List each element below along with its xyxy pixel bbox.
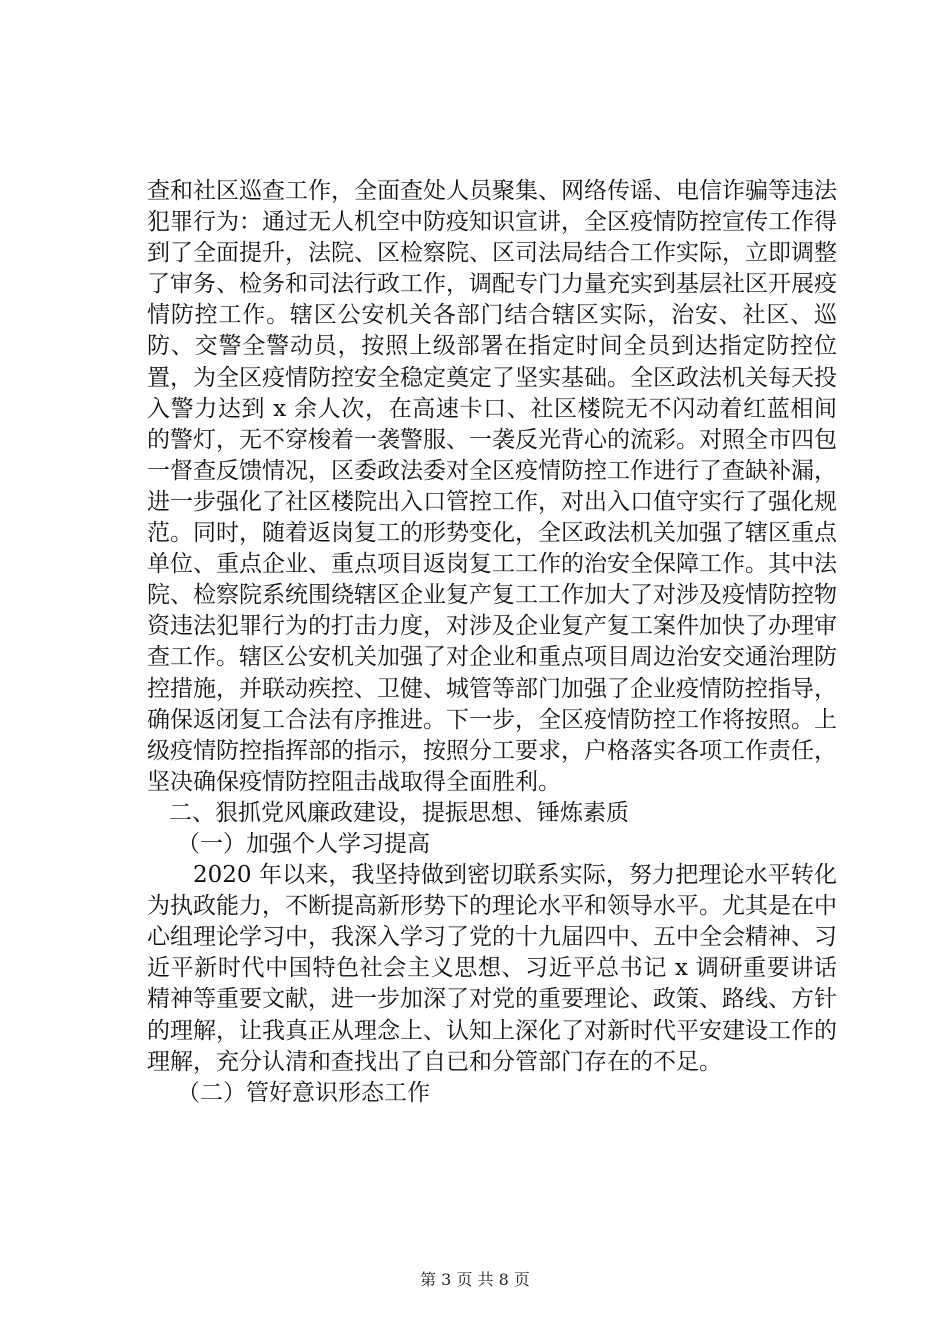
subsection-heading-ideology-work: （二）管好意识形态工作: [177, 1079, 430, 1106]
section-heading-party-conduct: 二、狠抓党风廉政建设，提振思想、锤炼素质: [169, 799, 629, 826]
page-number-footer: 第 3 页 共 8 页: [420, 1270, 530, 1289]
subsection-heading-personal-study: （一）加强个人学习提高: [177, 830, 430, 857]
paragraph-theory-study: 2020 年以来，我坚持做到密切联系实际，努力把理论水平转化为执政能力，不断提高新形势下的理论水平和领导水平。尤其是在中心组理论学习中，我深入学习了党的十九届四中、五中全会精神、习近平新时代中国特色社会主义思想、习近平总书记 x 调研重要讲话精神等重要文献，进一步加深了对党的重要理论、政策、路线、方针的理解，让我真正从理念上、认知上深化了对新时代平安建设工作的理解，充分认清和查找出了自已和分管部门存在的不足。: [147, 862, 837, 1075]
paragraph-epidemic-control: 查和社区巡查工作，全面查处人员聚集、网络传谣、电信诈骗等违法犯罪行为：通过无人机空中防疫知识宣讲，全区疫情防控宣传工作得到了全面提升，法院、区检察院、区司法局结合工作实际，立即调整了审务、检务和司法行政工作，调配专门力量充实到基层社区开展疫情防控工作。辖区公安机关各部门结合辖区实际，治安、社区、巡防、交警全警动员，按照上级部署在指定时间全员到达指定防控位置，为全区疫情防控安全稳定奠定了坚实基础。全区政法机关每天投入警力达到 x 余人次，在高速卡口、社区楼院无不闪动着红蓝相间的警灯，无不穿梭着一袭警服、一袭反光背心的流彩。对照全市四包一督查反馈情况，区委政法委对全区疫情防控工作进行了查缺补漏，进一步强化了社区楼院出入口管控工作，对出入口值守实行了强化规范。同时，随着返岗复工的形势变化，全区政法机关加强了辖区重点单位、重点企业、重点项目返岗复工工作的治安全保障工作。其中法院、检察院系统围绕辖区企业复产复工工作加大了对涉及疫情防控物资违法犯罪行为的打击力度，对涉及企业复产复工案件加快了办理审查工作。辖区公安机关加强了对企业和重点项目周边治安交通治理防控措施，并联动疾控、卫健、城管等部门加强了企业疫情防控指导，确保返闭复工合法有序推进。下一步，全区疫情防控工作将按照。上级疫情防控指挥部的指示，按照分工要求，户格落实各项工作责任，坚决确保疫情防控阻击战取得全面胜利。: [147, 178, 837, 795]
document-body: [147, 176, 837, 1109]
